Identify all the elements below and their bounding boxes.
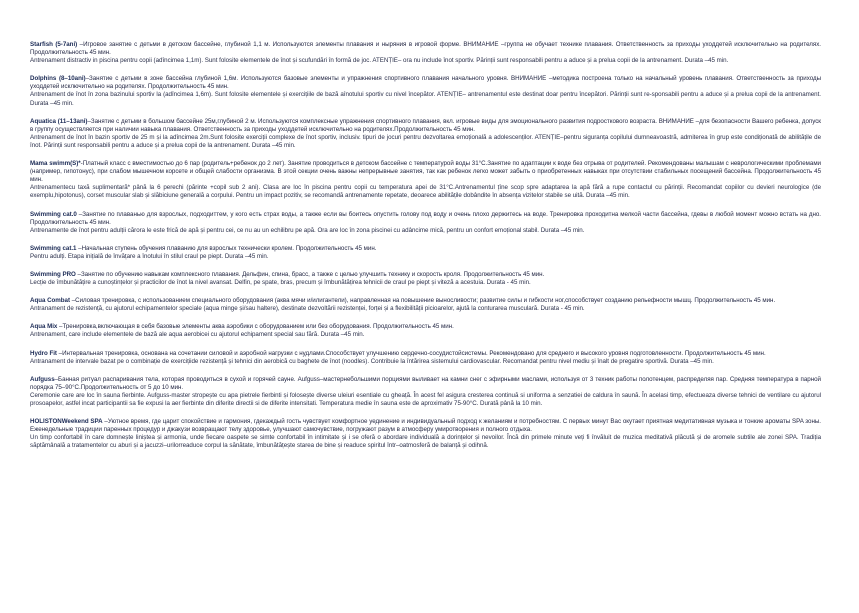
entry-title: Aquatica (11–13ani) [30, 117, 88, 125]
entry-text-ru: –Игровое занятие с детьми в детском бассейне, глубиной 1,1 м. Используются элементы плавания и ныряния в игровой форме. ВНИМАНИЕ –группа не обучает технике плавания. Ответственность за приходы уходдетей исключительно на родителях. Продолжительность 45 мин. [30, 41, 821, 57]
entry-title: Aufguss [30, 375, 55, 383]
class-entry-weekend-spa [30, 418, 821, 450]
entry-description-ru [30, 211, 821, 227]
entry-description-ru [30, 75, 821, 91]
entry-text-ru: –Банная ритуал распаривания тела, которая проводиться в сухой и горячей сауне. Aufguss–мастернебольшими порциями выливает на камни снег с эфирными маслами, используя от 3 техник работы полотенцем, распределяя пар. Средняя температура в парной порядка 75–90°C.Продолжительность от 5 до 10 мин. [30, 375, 821, 391]
entry-title: Mama swimm(S)* [30, 160, 81, 168]
class-entry-aufguss [30, 376, 821, 408]
entry-description-ru [30, 271, 821, 279]
entry-title: Hydro Fit [30, 349, 57, 357]
entry-title: Aqua Mix [30, 323, 58, 331]
entry-text-ru: –Начальная ступень обучения плаванию для взрослых технически кролем. Продолжительность 45 мин. [76, 244, 377, 252]
class-entry-mama-swimm [30, 160, 821, 200]
class-entry-swimming-pro [30, 271, 821, 287]
class-entry-aquatica [30, 118, 821, 150]
entry-description-ru [30, 118, 821, 134]
entry-text-ru: –Тренировка,включающая в себя базовые элементы аква аэробики с оборудованием или без оборудования. Продолжительность 45 мин. [57, 323, 454, 331]
entry-description-ro: Un timp confortabil în care domnește liniștea și armonia, unde fiecare oaspete se simte confortabil în intimitate și i se oferă o abordare individuală a dorințelor și nevoilor. Încă din primele minute veți fi învăluit de muzica meditativă plăcută și de aromele subtile ale zonei SPA. Tradiția săptămânală a tratamentelor cu aburi și a jacuzzi–urilorreaduce corpul la sănătate, îmbunătățește starea de bine și readuce spiritul într–oatmosferă de balanță și odihnă. [30, 434, 821, 450]
entry-title: Aqua Combat [30, 297, 70, 305]
entry-description-ro: Antrenament distractiv in piscina pentru copii (adîncimea 1,1m). Sunt folosite elementele de înot și scufundări în formă de joc. ATENȚIE– ora nu include înot sportiv. Părinții sunt responsabili pentru a aduce și a prelua copii de la antrenament. Durata –45 min. [30, 57, 729, 65]
entry-title: Swimming cat.0 [30, 210, 77, 218]
entry-text-ru: –Занятие по плаванью для взрослых, подходиттем, у кого есть страх воды, а также если вы боитесь опустить голову под воду и очень плохо держитесь на воде. Тренировка проходитна мелкой части бассейна, гдевы в любой момент можно встать на дно. Продолжительность 45 мин. [30, 210, 822, 226]
entry-description-ro: Lecție de îmbunătățire a cunoștințelor și practicilor de înot la nivel avansat. Delfin, pe spate, bras, precum și îmbunătățirea tehnicii de craul pe piept și viteză a acestuia. Durata - 45 min. [30, 279, 531, 287]
class-entry-dolphins [30, 75, 821, 107]
entry-description-ro: Antrenament, care include elementele de bază ale aqua aerobicei cu ajutorul echipament special sau fără. Durata –45 min. [30, 331, 365, 339]
class-entry-aqua-combat [30, 297, 821, 313]
entry-text-ru: –Уютное время, где царит спокойствие и гармония, гдекаждый гость чувствует комфортное уединение и индивидуальный подход к желаниям и потребностям. С первых минут Вас окутает приятная медитативная музыка и тонкие ароматы SPA зоны. Еженедельные традиции паренных процедур и джакузи возвращают телу здоровье, улучшают самочувствие, погружают разум в атмосферу умиротворения и полного отдыха. [30, 418, 821, 434]
entry-title: HOLISTONWeekend SPA [30, 418, 103, 426]
entry-description-ro: Ceremonie care are loc în sauna fierbinte. Aufguss-master stropește cu apa pietrele fierbinti și folosește diverse uleiuri esentiale cu gheață. În acest fel asigura cresterea continuă si uniforma a senzatiei de caldura în saună. În acelasi timp, efectueaza diverse tehnici de ventilare cu ajutorul prosoapelor, astfel incat participantii sa fie expusi la aer fierbinte din diferite directii si de diferite intensitati. Temperatura medie în sauna este de aproximativ 75-90°C. Durată până la 10 min. [30, 391, 821, 407]
class-entry-swimming-cat0 [30, 211, 821, 235]
entry-title: Swimming PRO [30, 270, 76, 278]
entry-description-ru [30, 297, 821, 305]
entry-description-ru [30, 350, 821, 358]
entry-description-ru [30, 323, 821, 331]
entry-description-ro: Pentru adulți. Etapa inițială de învățare a înotului în stilul craul pe piept. Durata –45 min. [30, 252, 269, 260]
entry-description-ru [30, 245, 821, 253]
class-entry-aqua-mix [30, 323, 821, 339]
entry-description-ru [30, 418, 821, 434]
entry-description-ru [30, 160, 821, 184]
entry-title: Dolphins (8–10ani) [30, 75, 86, 83]
entry-text-ru: –Интервальная тренировка, основана на сочетании силовой и аэробной нагрузки с нудлами.Способствует улучшению сердечно-сосудистойсистемы. Рекомендовано для среднего и высокого уровня подготовленности. Продолжительность 45 мин. [56, 349, 766, 357]
entry-text-ru: –Занятие с детьми в большом бассейне 25м,глубиной 2 м. Используются комплексные упражнения спортивного плавания, вкл. игровые виды для эмоционального развития подросткового возраста. ВНИМАНИЕ –для безопасности Вашего ребенка, допуск в группу осуществляется при наличии навыка плавания. Ответственность за приходы уходдетей исключительно на родителях.Продолжительность 45 мин. [30, 117, 821, 133]
entry-description-ro: Antranament de intervale bazat pe o combinație de exercițiide rezistență și tehnici din aerobică cu baghete de înot (noodles). Contribuie la întărirea sistemului cardiovascular. Recomandat pentru nivel mediu și înalt de pregatire sportivă. Durata –45 min. [30, 357, 714, 365]
entry-description-ro: Antrenamentecu taxă suplimentară* până la 6 perechi (părinte +copil sub 2 ani). Clasa are loc în piscina pentru copii cu temperatura apei de 31°C.Antrenamentul țîne scop spre adaptarea la apă fără a rupe contactul cu părinții. Recomandat copiilor cu devieri neurologice (de exemplu,hipotonus), corset muscular slab și slăbiciune generală a corpului. Pentru un impact pozitiv, se recomandă antrenamente repetate, deoarece abilitățile dobândite în absența vizitelor stabile se uită. Durata –45 min. [30, 184, 821, 200]
entry-description-ro: Antrenament de înot în bazin sportiv de 25 m și la adîncimea 2m.Sunt folosite exerciții complexe de înot sportiv, inclusiv. tipuri de jocuri pentru dezvoltarea emoțională a adolescenților. ATENȚIE–pentru siguranța copilului dumneavoastră, admiterea în grup este condiționată de abilitățile de înot. Părinții sunt responsabili pentru a aduce și a prelua copii de la antrenament. Durata –45 min. [30, 133, 821, 149]
entry-text-ru: -Платный класс с вместимостью до 6 пар (родитель+ребенок до 2 лет). Занятие проводиться в детском бассейне с температурой воды 31°С.Занятие по адаптации к воде без отрыва от родителей. Рекомендованы малышам с неврологическими проблемами (например, гипотонус), при слабом мышечном корсете и общей слабости организма. В этой секции очень важны непрерывные занятия, так как ребенок легко может забыть о приобретенных навыках при отсутствии стабильных посещений бассейна. Продолжительность 45 мин. [30, 160, 821, 184]
entry-text-ru: –Занятие по обучению навыкам комплексного плавания. Дельфин, спина, брасс, а также с целью улучшить технику и скорость кроля. Продолжительность 45 мин. [75, 270, 545, 278]
entry-description-ro: Antrenament de înot în zona bazinului sportiv la (adîncimea 1,6m). Sunt folosite elementele și exercițiile de bază aînotului sportiv cu nivel începător. ATENȚIE– antrenamentul este destinat doar pentru începători. Părinții sunt re-sponsabili pentru a aduce și a prelua copii de la antrenament. Durata –45 min. [30, 91, 821, 107]
entry-description-ru [30, 376, 821, 392]
entry-description-ro: Antranament de rezistență, cu ajutorul echipamentelor speciale (aqua minge și/sau haltere), destinate dezvoltării rezistenței, forței și a flexibilității picioarelor, ajută la conturarea musculară. Durata - 45 min. [30, 305, 585, 313]
class-entry-starfish [30, 41, 821, 65]
class-entry-swimming-cat1 [30, 245, 821, 261]
entry-text-ru: –Занятие с детьми в зоне бассейна глубиной 1,6м. Используются базовые элементы и упражнения спортивного плавания начального уровня. ВНИМАНИЕ –методика построена только на начальный уровень плавания. Ответственность за приходы уходдетей исключительно на родителях. Продолжительность 45 мин. [30, 75, 821, 91]
entry-text-ru: –Силовая тренировка, с использованием специального оборудования (аква мячи и/илигантели), направленная на повышение выносливости; развитие силы и гибкости ног,способствует созданию рельефности мышц. Продолжительность 45 мин. [70, 297, 776, 305]
entry-description-ro: Antrenamente de înot pentru adulții cărora le este frică de apă și pentru cei, ce nu au un echilibru pe apă. Ora are loc în zona piscinei cu adâncime mică, pentru un confort emoțional stabil. Durata –45 min. [30, 226, 585, 234]
entry-description-ru [30, 41, 821, 57]
entry-title: Starfish (5-7ani) [30, 41, 78, 48]
class-entry-hydro-fit [30, 350, 821, 366]
entry-title: Swimming cat.1 [30, 244, 77, 252]
